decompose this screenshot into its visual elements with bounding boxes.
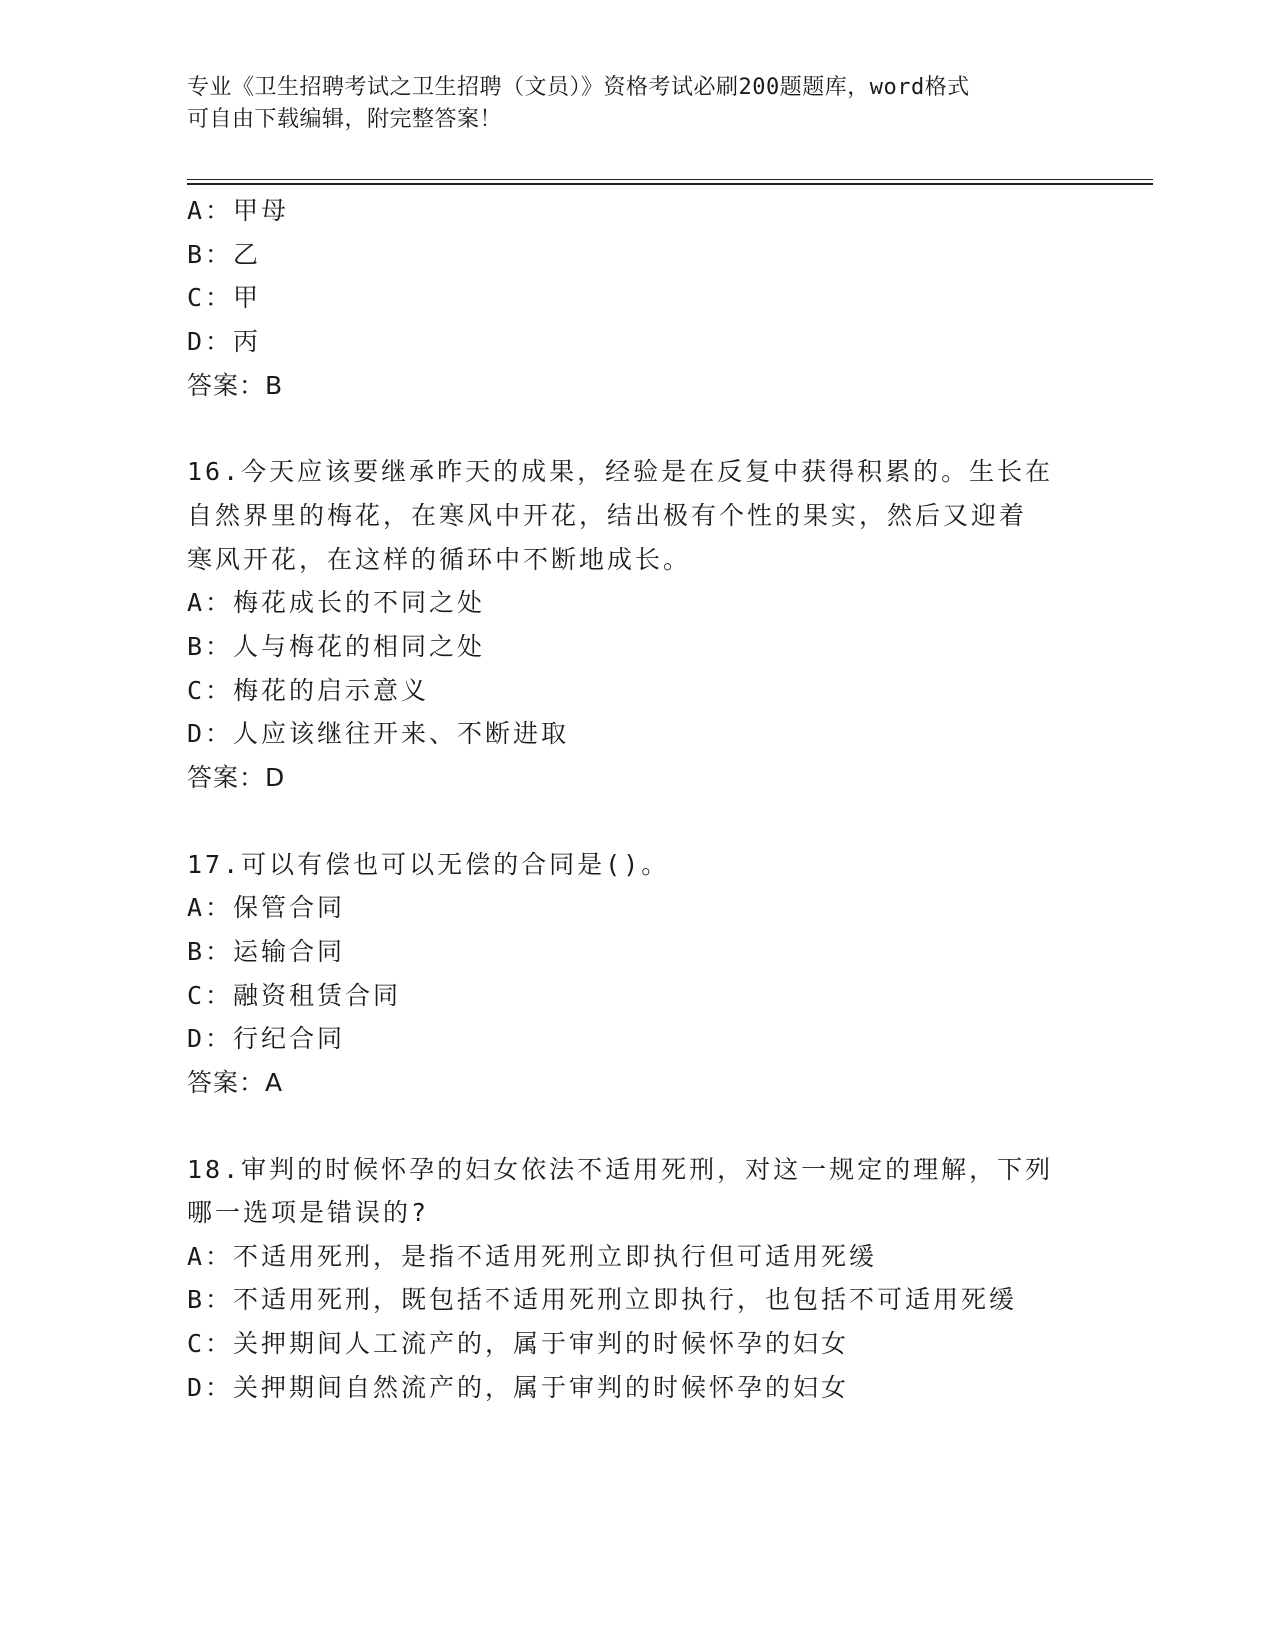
q18-option-a: A：不适用死刑，是指不适用死刑立即执行但可适用死缓 — [187, 1242, 878, 1271]
q16-option-c: C：梅花的启示意义 — [187, 676, 430, 705]
q17-option-b: B：运输合同 — [187, 937, 346, 966]
q16-stem-line-2: 自然界里的梅花，在寒风中开花，结出极有个性的果实，然后又迎着 — [187, 501, 1028, 530]
q16-answer: 答案：D — [187, 763, 286, 792]
q18-text-line-1: 审判的时候怀孕的妇女依法不适用死刑，对这一规定的理解，下列 — [241, 1155, 1054, 1184]
q18-option-c: C：关押期间人工流产的，属于审判的时候怀孕的妇女 — [187, 1329, 850, 1358]
q16-option-b: B：人与梅花的相同之处 — [187, 632, 486, 661]
q15-option-a: A：甲母 — [187, 196, 290, 225]
q15-answer: 答案：B — [187, 371, 284, 400]
q17-text-line-1: 可以有偿也可以无偿的合同是()。 — [241, 850, 670, 879]
header-divider-thin — [187, 179, 1153, 180]
header-line-1: 专业《卫生招聘考试之卫生招聘（文员）》资格考试必刷200题题库，word格式 — [187, 75, 970, 100]
q17-number: 17. — [187, 850, 242, 879]
q16-number: 16. — [187, 457, 242, 486]
q16-text-line-1: 今天应该要继承昨天的成果，经验是在反复中获得积累的。生长在 — [241, 457, 1054, 486]
q18-option-b: B：不适用死刑，既包括不适用死刑立即执行，也包括不可适用死缓 — [187, 1285, 1018, 1314]
header-divider-thick — [187, 183, 1153, 185]
q18-number: 18. — [187, 1155, 242, 1184]
q17-option-a: A：保管合同 — [187, 893, 346, 922]
q18-option-d: D：关押期间自然流产的，属于审判的时候怀孕的妇女 — [187, 1373, 850, 1402]
q15-option-d: D：丙 — [187, 327, 262, 356]
header-line-2: 可自由下载编辑，附完整答案！ — [187, 107, 503, 132]
q17-option-d: D：行纪合同 — [187, 1024, 346, 1053]
q16-stem-line-1 — [187, 457, 1053, 487]
q17-stem-line-1 — [187, 850, 669, 880]
q18-stem-line-1 — [187, 1155, 1053, 1185]
q16-option-d: D：人应该继往开来、不断进取 — [187, 719, 570, 748]
q17-option-c: C：融资租赁合同 — [187, 981, 402, 1010]
q16-option-a: A：梅花成长的不同之处 — [187, 588, 486, 617]
document-header — [187, 72, 1067, 136]
q18-stem-line-2: 哪一选项是错误的? — [187, 1198, 430, 1227]
q15-option-c: C：甲 — [187, 283, 262, 312]
q15-option-b: B：乙 — [187, 240, 262, 269]
q17-answer: 答案：A — [187, 1068, 284, 1097]
q16-stem-line-3: 寒风开花，在这样的循环中不断地成长。 — [187, 545, 692, 574]
